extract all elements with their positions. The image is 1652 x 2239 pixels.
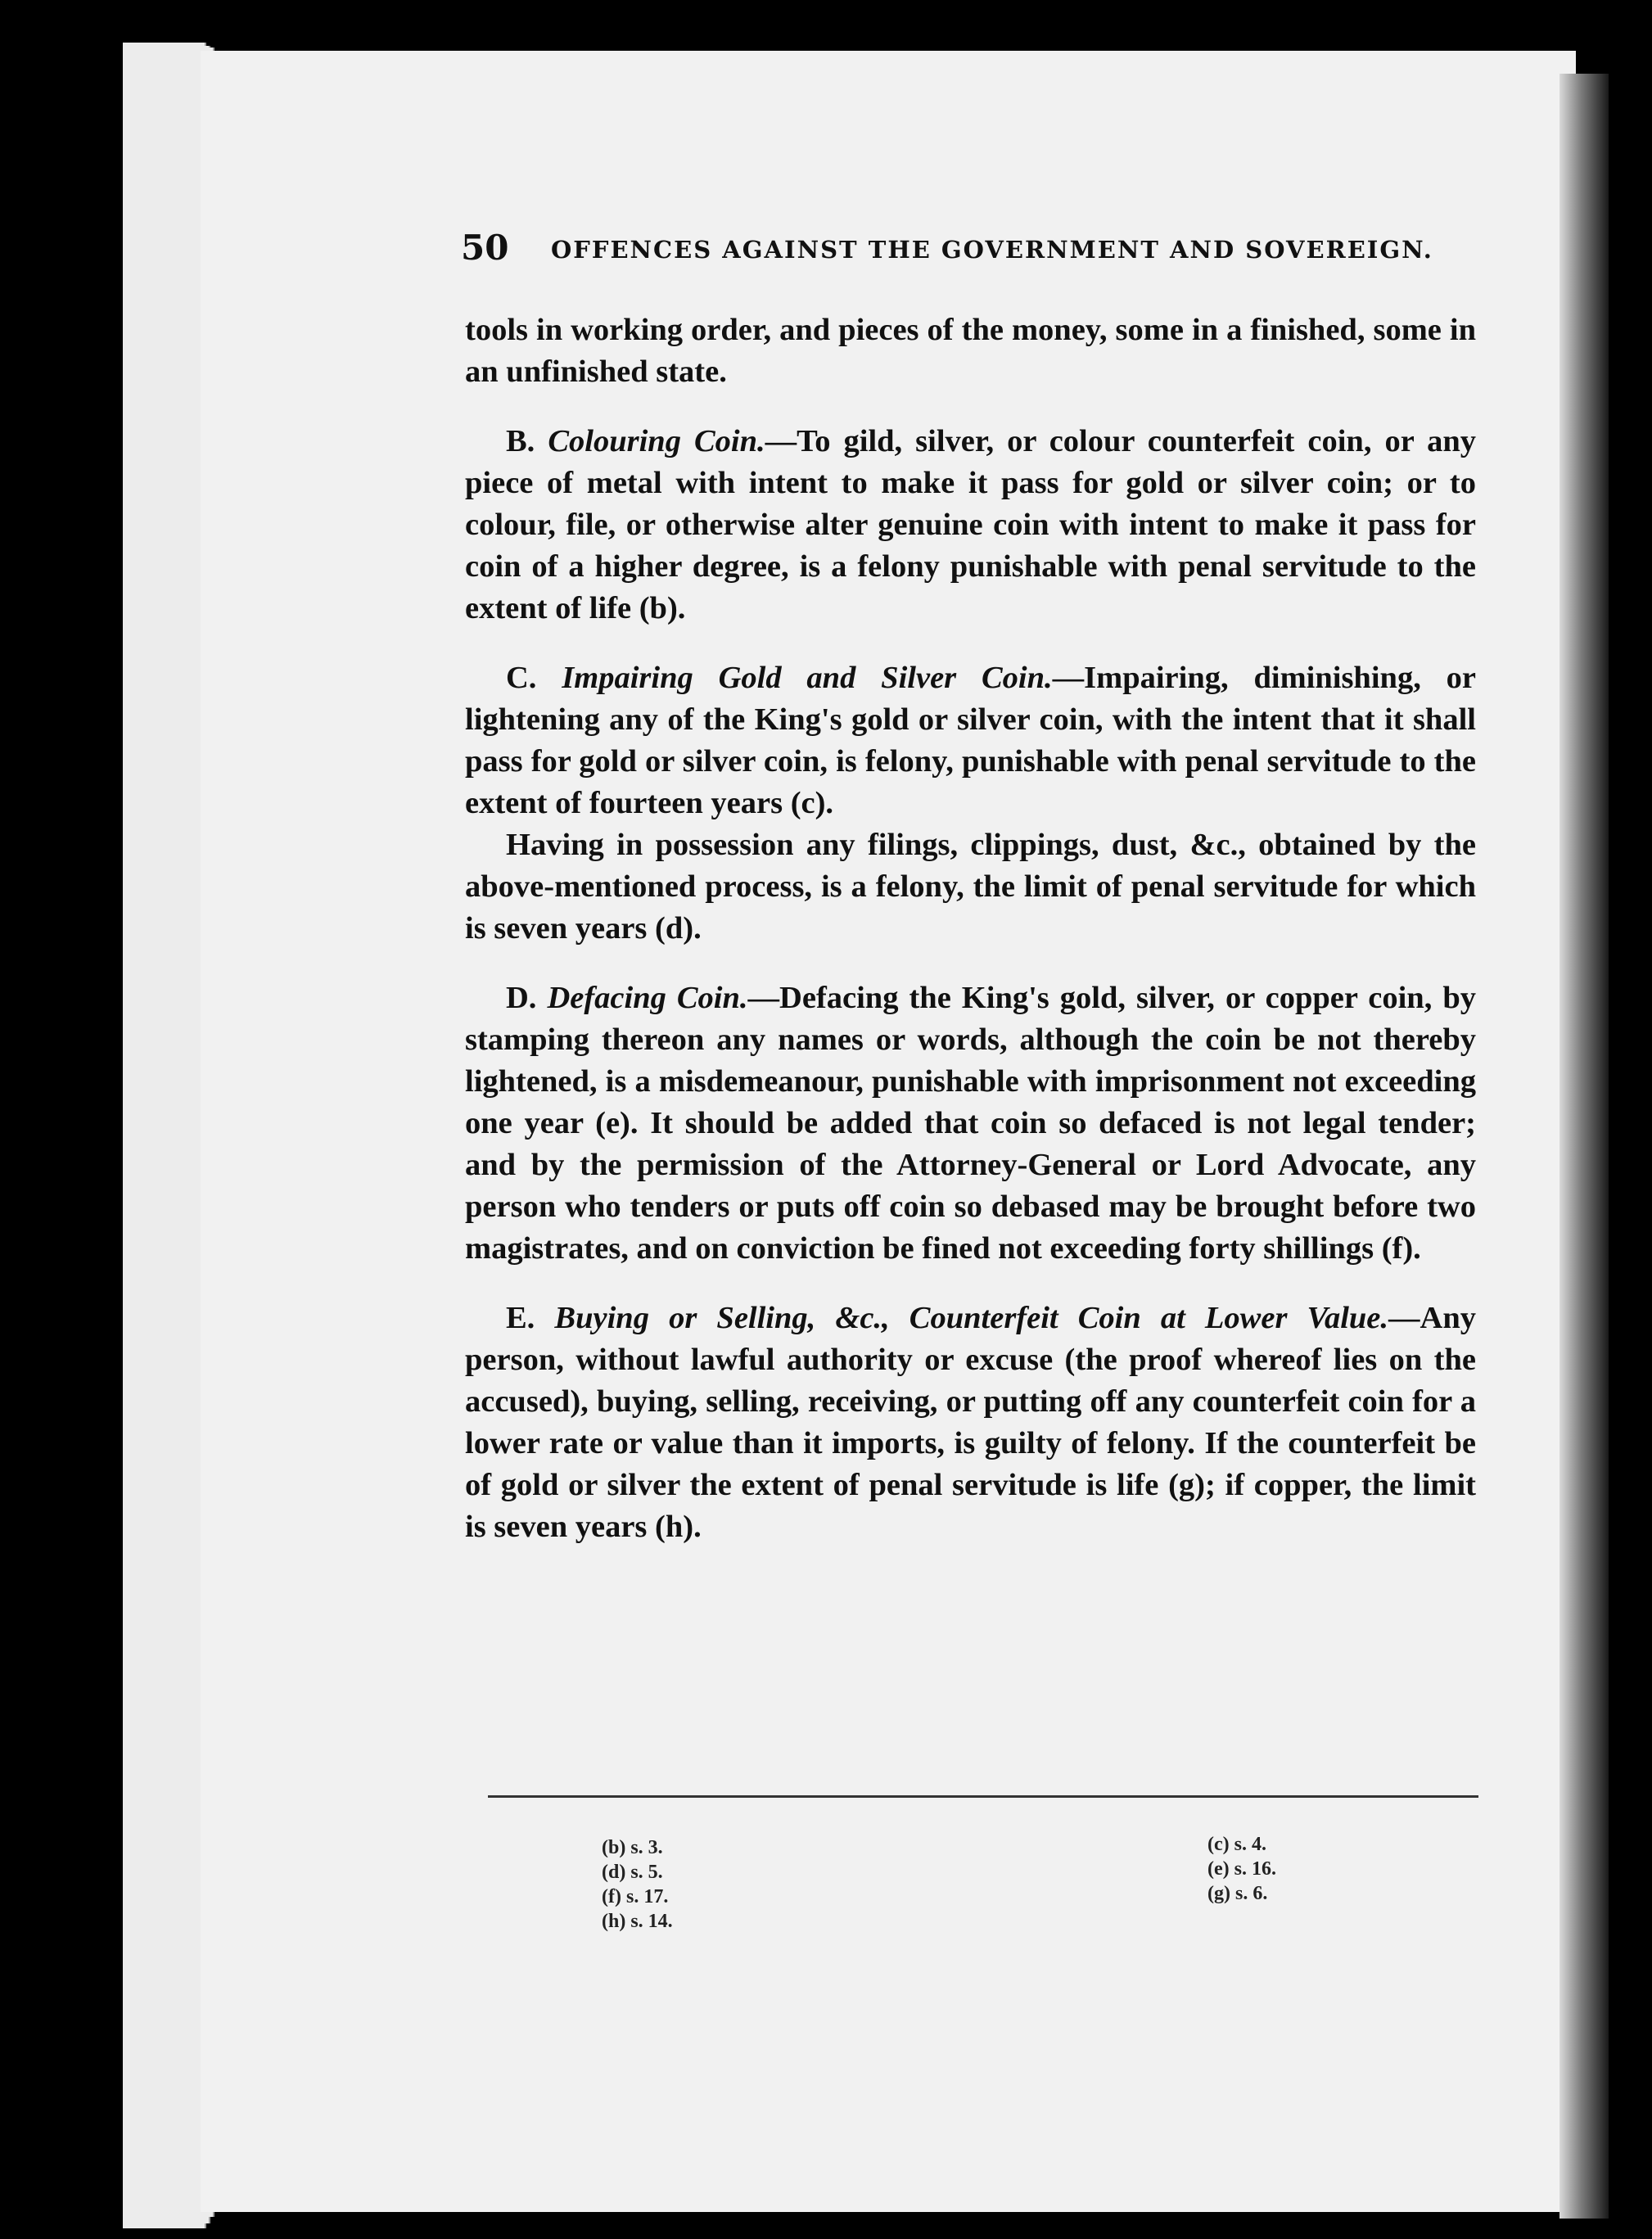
section-text: —Defacing the King's gold, silver, or copper coin, by stamping thereon any names or words, although the coin be not thereby lightened, is a misdemeanour, punishable with imprisonment not exceeding one year (e). It should be added that coin so defaced is not legal tender; and by the permission of the Attorney-General or Lord Advocate, any person who tenders or puts off coin so debased may be brought before two magistrates, and on conviction be fined not exceeding forty shillings (f). — [465, 981, 1477, 1266]
section-c — [465, 657, 1476, 824]
section-label: B. — [506, 424, 535, 458]
footnote: (b) s. 3. — [602, 1837, 663, 1858]
section-heading: Defacing Coin. — [547, 981, 748, 1015]
page-header — [461, 228, 1480, 273]
section-e — [465, 1298, 1476, 1548]
section-text: —To gild, silver, or colour counterfeit coin, or any piece of metal with intent to make it pass for gold or silver coin; or to colour, file, or otherwise alter genuine coin with intent to make it pass for coin of a higher degree, is a felony punishable with penal servitude to the extent of life (b). — [465, 424, 1476, 625]
footnotes-right — [1207, 1832, 1276, 1906]
body-text — [465, 309, 1476, 1548]
footnote: (g) s. 6. — [1207, 1883, 1268, 1904]
section-text: —Any person, without lawful authority or excuse (the proof whereof lies on the accused), buying, selling, receiving, or putting off any counterfeit coin for a lower rate or value than it imports, is guilty of felony. If the counterfeit be of gold or silver the extent of penal servitude is life (g); if copper, the limit is seven years (h). — [465, 1301, 1476, 1544]
section-c-continued: Having in possession any filings, clippings, dust, &c., obtained by the above-mentioned process, is a felony, the limit of penal servitude for which is seven years (d). — [465, 828, 1476, 946]
section-b — [465, 421, 1476, 630]
footnote-rule — [488, 1795, 1478, 1798]
section-d — [465, 977, 1476, 1270]
footnote: (e) s. 16. — [1207, 1858, 1276, 1880]
section-label: D. — [506, 981, 537, 1015]
footnote: (d) s. 5. — [602, 1862, 663, 1883]
paragraph-continuation: tools in working order, and pieces of the money, some in a finished, some in an unfinished state. — [465, 313, 1476, 389]
section-label: C. — [506, 661, 537, 695]
page-number: 50 — [461, 228, 509, 268]
section-heading: Colouring Coin. — [548, 424, 765, 458]
footnote: (c) s. 4. — [1207, 1834, 1266, 1855]
section-heading: Buying or Selling, &c., Counterfeit Coin at Lower Value. — [554, 1301, 1389, 1335]
section-text: —Impairing, diminishing, or lightening any of the King's gold or silver coin, with the intent that it shall pass for gold or silver coin, is felony, punishable with penal servitude to the extent of fourteen years (c). — [465, 661, 1476, 820]
running-title: OFFENCES AGAINST THE GOVERNMENT AND SOVEREIGN. — [551, 236, 1433, 264]
section-heading: Impairing Gold and Silver Coin. — [562, 661, 1053, 695]
footnote: (f) s. 17. — [602, 1886, 669, 1907]
page-gutter-shadow — [1559, 74, 1609, 2219]
footnote: (h) s. 14. — [602, 1911, 673, 1932]
footnotes-left — [602, 1835, 673, 1934]
section-label: E. — [506, 1301, 535, 1335]
